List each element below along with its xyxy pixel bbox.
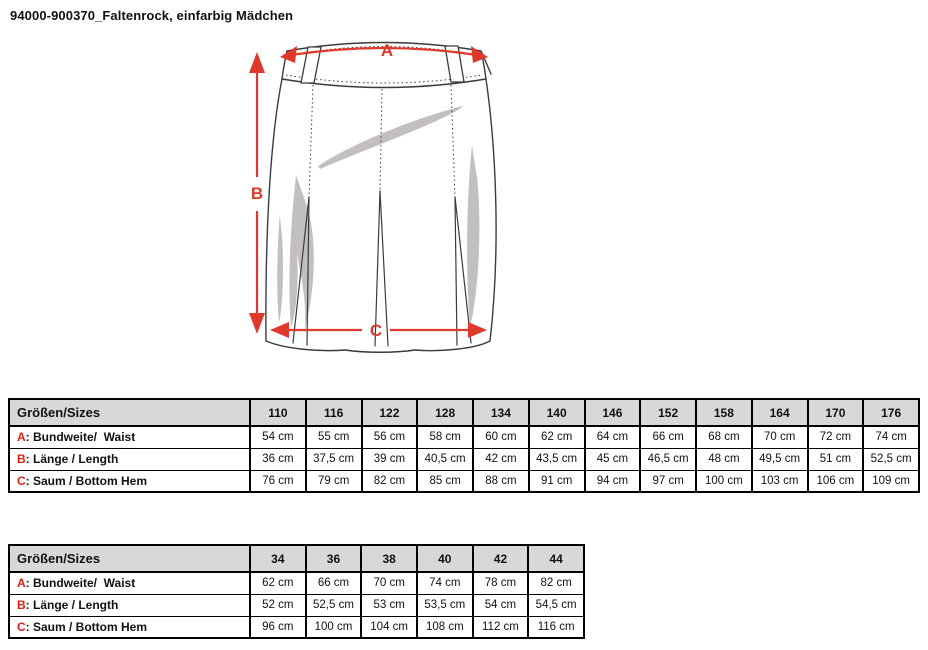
measure-value: 96 cm <box>250 616 306 638</box>
measure-value: 109 cm <box>863 470 919 492</box>
measure-value: 48 cm <box>696 448 752 470</box>
measure-value: 79 cm <box>306 470 362 492</box>
measure-value: 82 cm <box>362 470 418 492</box>
measure-value: 62 cm <box>529 426 585 448</box>
measure-value: 85 cm <box>417 470 473 492</box>
measure-label: : Bundweite/ Waist <box>25 576 136 591</box>
measure-value: 52 cm <box>250 594 306 616</box>
measure-value: 53 cm <box>361 594 417 616</box>
measure-value: 70 cm <box>361 572 417 594</box>
measure-label: : Länge / Length <box>25 452 119 466</box>
measure-value: 42 cm <box>473 448 529 470</box>
size-header: 164 <box>752 399 808 426</box>
waist-row <box>9 572 584 594</box>
measure-label: : Bundweite/ Waist <box>25 430 136 445</box>
sizes-header-label: Größen/Sizes <box>9 399 250 426</box>
length-row <box>9 448 919 470</box>
measure-letter: B <box>17 598 26 612</box>
measure-label-cell <box>9 572 250 594</box>
size-header: 158 <box>696 399 752 426</box>
measure-value: 112 cm <box>473 616 529 638</box>
measure-value: 74 cm <box>863 426 919 448</box>
hem-row <box>9 470 919 492</box>
arrowhead-down-icon <box>249 313 265 334</box>
measure-label-cell <box>9 470 250 492</box>
measure-value: 103 cm <box>752 470 808 492</box>
size-table-adult <box>8 544 585 639</box>
measure-value: 66 cm <box>306 572 362 594</box>
arrowhead-up-icon <box>249 52 265 73</box>
measure-value: 91 cm <box>529 470 585 492</box>
measure-value: 64 cm <box>585 426 641 448</box>
measure-label: : Länge / Length <box>25 598 119 612</box>
measure-letter: C <box>17 473 26 488</box>
size-header: 42 <box>473 545 529 572</box>
size-header: 152 <box>640 399 696 426</box>
size-header: 34 <box>250 545 306 572</box>
measure-value: 104 cm <box>361 616 417 638</box>
measure-value: 40,5 cm <box>417 448 473 470</box>
measure-value: 68 cm <box>696 426 752 448</box>
measure-label-cell <box>9 594 250 616</box>
waist-row <box>9 426 919 448</box>
measure-letter: A <box>17 576 26 591</box>
size-header: 36 <box>306 545 362 572</box>
size-header: 128 <box>417 399 473 426</box>
length-row <box>9 594 584 616</box>
size-header: 116 <box>306 399 362 426</box>
arrowhead-left-icon <box>280 46 297 63</box>
measure-value: 52,5 cm <box>306 594 362 616</box>
dimension-label-b: B <box>250 184 264 203</box>
measure-value: 100 cm <box>696 470 752 492</box>
sizes-header-label: Größen/Sizes <box>9 545 250 572</box>
hem-row <box>9 616 584 638</box>
measure-value: 56 cm <box>362 426 418 448</box>
measure-value: 54 cm <box>250 426 306 448</box>
measure-value: 100 cm <box>306 616 362 638</box>
size-header: 44 <box>528 545 584 572</box>
arrowhead-right-icon <box>468 322 487 338</box>
measure-value: 43,5 cm <box>529 448 585 470</box>
size-header: 38 <box>361 545 417 572</box>
measure-value: 88 cm <box>473 470 529 492</box>
measure-value: 66 cm <box>640 426 696 448</box>
measure-label-cell <box>9 426 250 448</box>
measure-value: 72 cm <box>808 426 864 448</box>
measure-value: 37,5 cm <box>306 448 362 470</box>
skirt-technical-drawing <box>235 25 525 385</box>
measure-value: 52,5 cm <box>863 448 919 470</box>
arrowhead-left-icon <box>270 322 289 338</box>
measure-value: 76 cm <box>250 470 306 492</box>
measure-value: 54 cm <box>473 594 529 616</box>
measure-value: 106 cm <box>808 470 864 492</box>
size-header: 110 <box>250 399 306 426</box>
header-row <box>9 545 584 572</box>
measure-label: : Saum / Bottom Hem <box>25 473 148 488</box>
size-header: 134 <box>473 399 529 426</box>
size-header: 140 <box>529 399 585 426</box>
measure-value: 36 cm <box>250 448 306 470</box>
measure-value: 39 cm <box>362 448 418 470</box>
size-table-children <box>8 398 920 493</box>
measure-label-cell <box>9 448 250 470</box>
measure-value: 70 cm <box>752 426 808 448</box>
measure-value: 58 cm <box>417 426 473 448</box>
measure-value: 62 cm <box>250 572 306 594</box>
dimension-label-a: A <box>380 41 394 60</box>
measure-value: 55 cm <box>306 426 362 448</box>
measure-value: 54,5 cm <box>528 594 584 616</box>
size-header: 146 <box>585 399 641 426</box>
measure-value: 116 cm <box>528 616 584 638</box>
dimension-label-c: C <box>369 321 383 340</box>
measure-value: 45 cm <box>585 448 641 470</box>
measure-value: 108 cm <box>417 616 473 638</box>
measure-letter: B <box>17 452 26 466</box>
measure-letter: A <box>17 430 26 445</box>
measure-label: : Saum / Bottom Hem <box>25 619 148 634</box>
measure-value: 74 cm <box>417 572 473 594</box>
measure-value: 53,5 cm <box>417 594 473 616</box>
measure-letter: C <box>17 619 26 634</box>
page-title: 94000-900370_Faltenrock, einfarbig Mädchen <box>10 8 294 23</box>
header-row <box>9 399 919 426</box>
measure-label-cell <box>9 616 250 638</box>
measure-value: 60 cm <box>473 426 529 448</box>
measure-value: 78 cm <box>473 572 529 594</box>
measure-value: 49,5 cm <box>752 448 808 470</box>
measure-value: 97 cm <box>640 470 696 492</box>
measure-value: 94 cm <box>585 470 641 492</box>
skirt-right-edge <box>486 79 496 341</box>
measurement-arrows <box>249 41 488 340</box>
measure-value: 51 cm <box>808 448 864 470</box>
size-header: 176 <box>863 399 919 426</box>
size-header: 40 <box>417 545 473 572</box>
size-header: 122 <box>362 399 418 426</box>
size-header: 170 <box>808 399 864 426</box>
measure-value: 82 cm <box>528 572 584 594</box>
measure-value: 46,5 cm <box>640 448 696 470</box>
